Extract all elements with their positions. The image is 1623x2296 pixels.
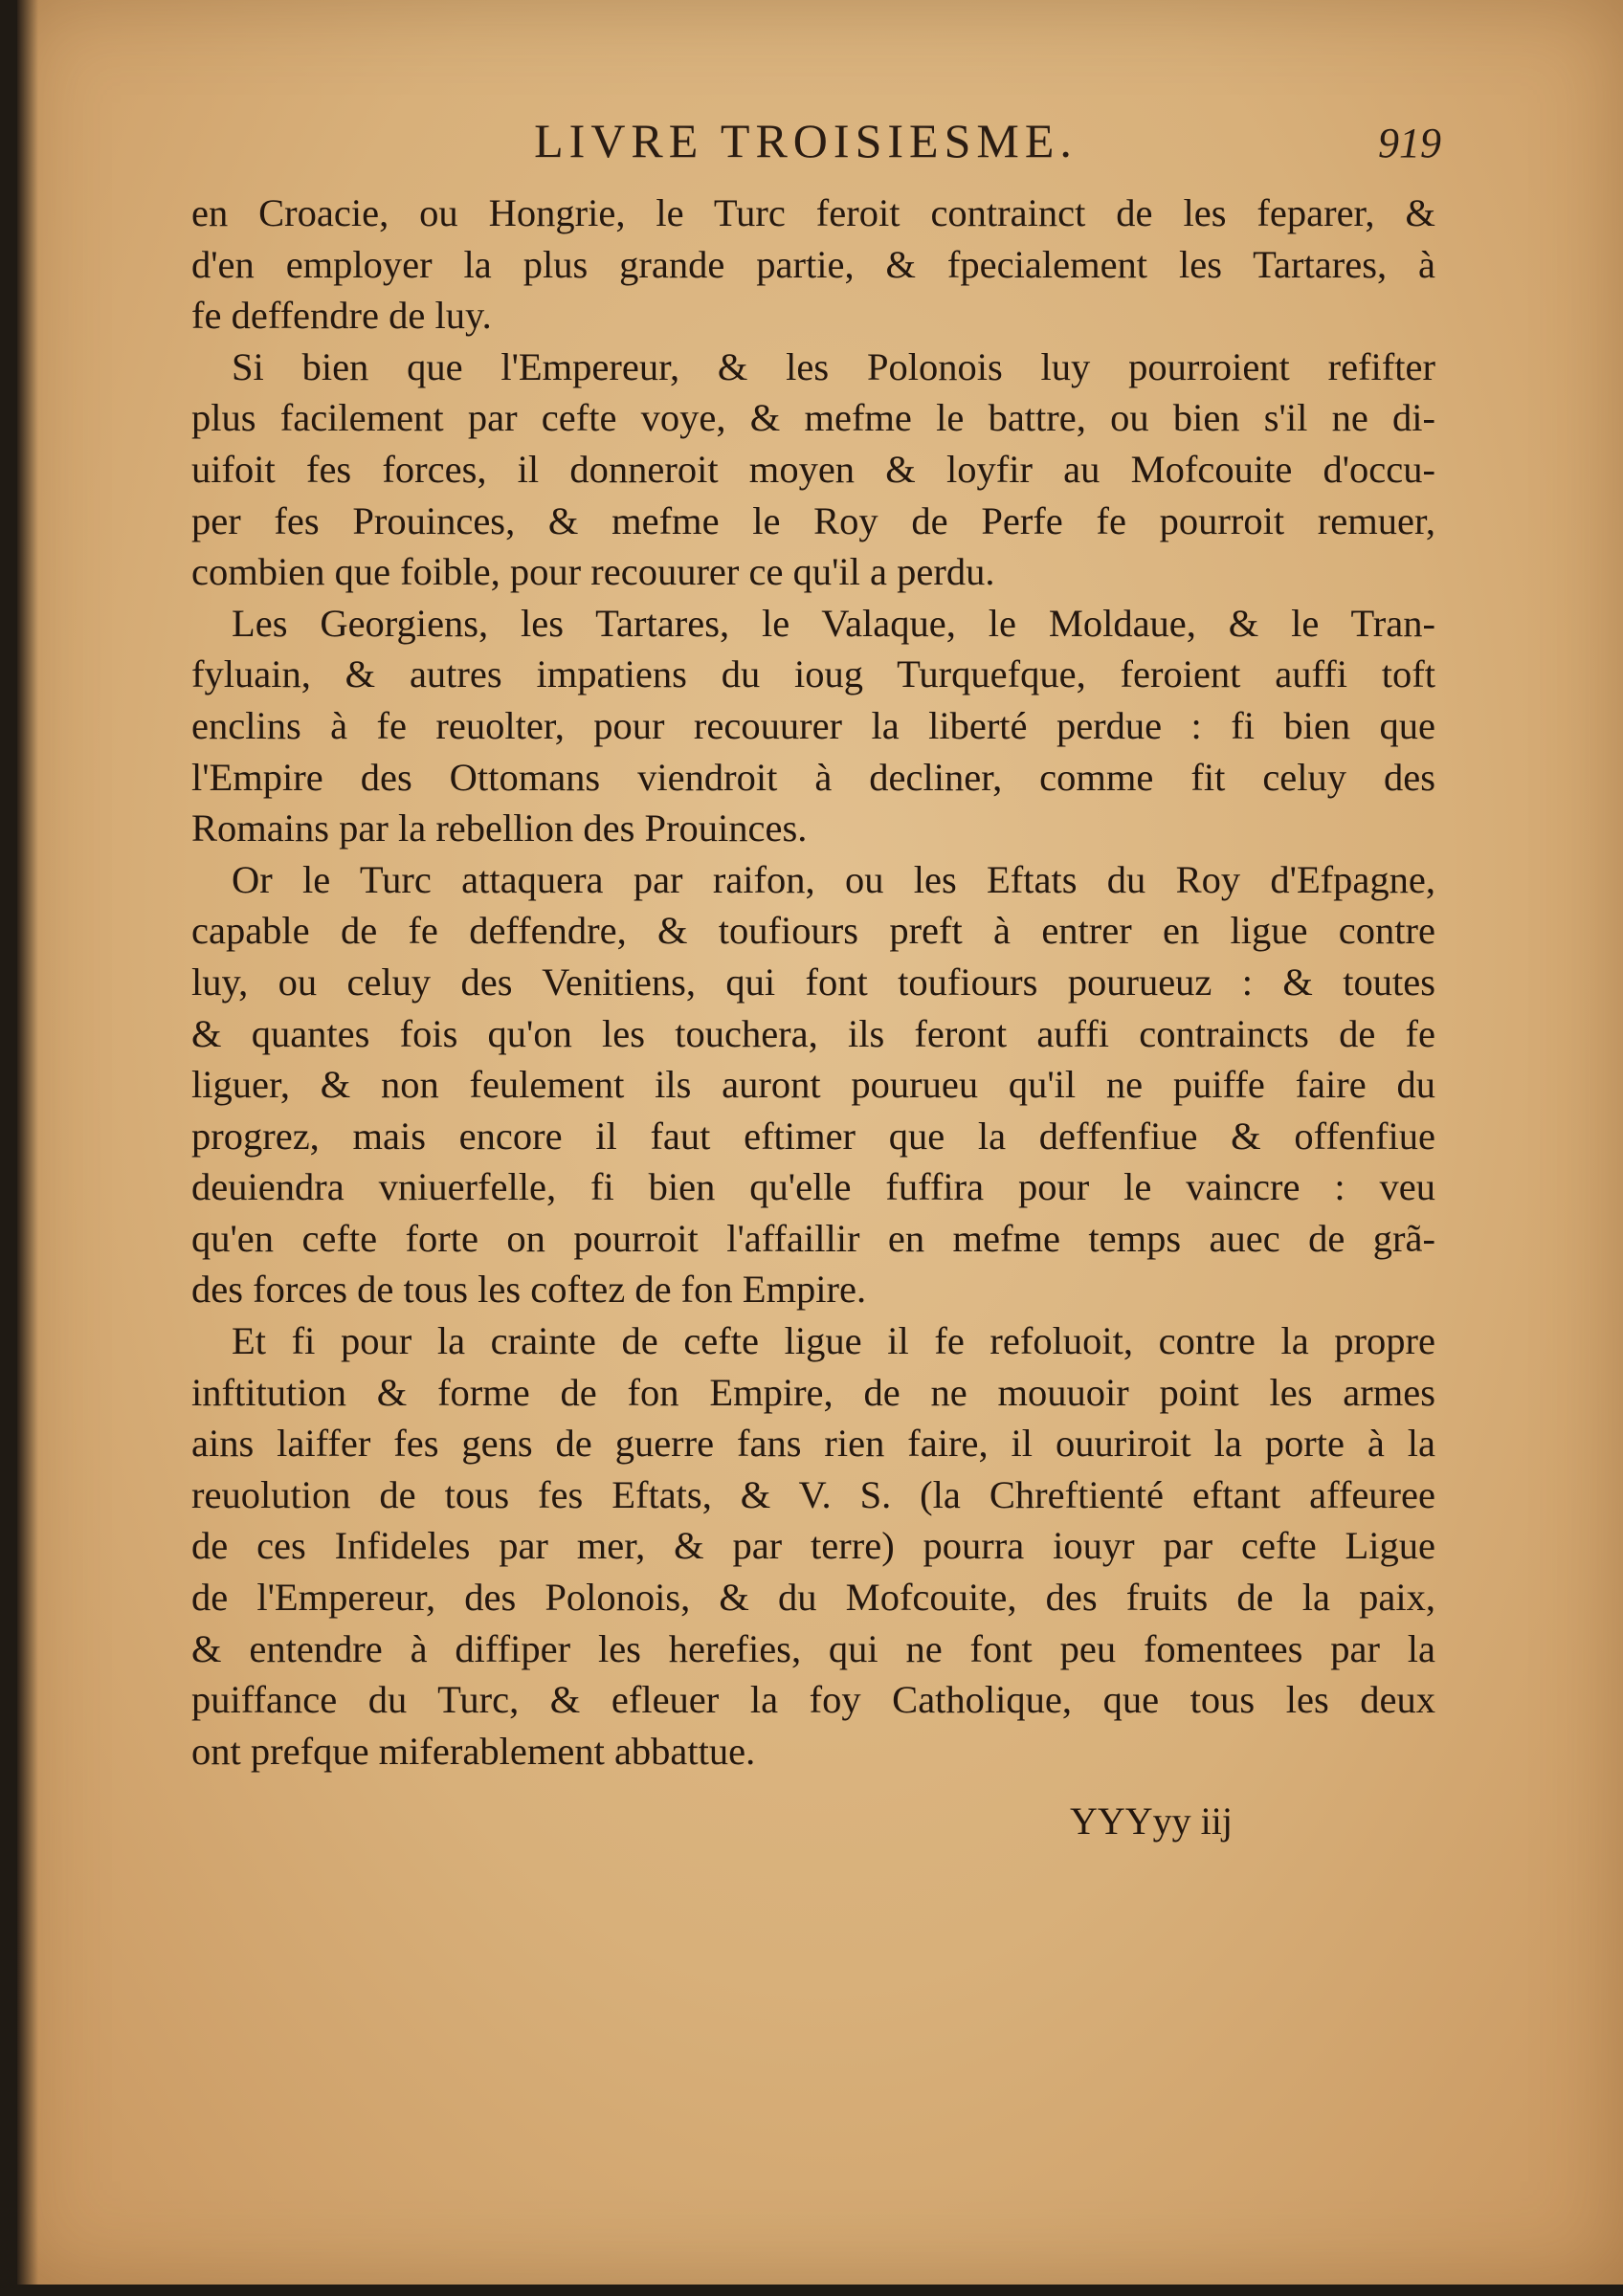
text-line: inftitution & forme de fon Empire, de ne mouuoir point les armes xyxy=(191,1370,1435,1414)
text-line: capable de fe deffendre, & toufiours preft à entrer en ligue contre xyxy=(191,909,1435,953)
text-line: per fes Prouinces, & mefme le Roy de Perfe fe pourroit remuer, xyxy=(191,498,1435,542)
text-line: fyluain, & autres impatiens du ioug Turquefque, feroient auffi toft xyxy=(191,652,1435,696)
text-line: & quantes fois qu'on les touchera, ils feront auffi contraincts de fe xyxy=(191,1011,1435,1055)
text-line: liguer, & non feulement ils auront pourueu qu'il ne puiffe faire du xyxy=(191,1063,1435,1107)
text-line: ont prefque miferablement abbattue. xyxy=(191,1729,756,1773)
text-line: Si bien que l'Empereur, & les Polonois luy pourroient refifter xyxy=(232,344,1435,388)
text-line: l'Empire des Ottomans viendroit à decliner, comme fit celuy des xyxy=(191,755,1435,799)
text-line: luy, ou celuy des Venitiens, qui font toufiours pourueuz : & toutes xyxy=(191,960,1435,1004)
text-line: Romains par la rebellion des Prouinces. xyxy=(191,806,808,850)
book-page xyxy=(17,0,1623,2285)
running-title: LIVRE TROISIESME. xyxy=(534,114,1078,167)
text-line: d'en employer la plus grande partie, & fpecialement les Tartares, à xyxy=(191,242,1435,286)
text-line: combien que foible, pour recouurer ce qu'il a perdu. xyxy=(191,550,995,594)
text-line: Or le Turc attaquera par raifon, ou les Eftats du Roy d'Efpagne, xyxy=(232,857,1435,901)
text-line: ains laiffer fes gens de guerre fans rien faire, il ouuriroit la porte à la xyxy=(191,1422,1435,1466)
body-text xyxy=(191,188,1435,1777)
text-line: qu'en cefte forte on pourroit l'affaillir en mefme temps auec de grã- xyxy=(191,1216,1435,1260)
text-line: plus facilement par cefte voye, & mefme le battre, ou bien s'il ne di- xyxy=(191,396,1435,440)
text-line: puiffance du Turc, & efleuer la foy Catholique, que tous les deux xyxy=(191,1678,1435,1722)
text-line: reuolution de tous fes Eftats, & V. S. (la Chreftienté eftant affeuree xyxy=(191,1472,1435,1516)
text-line: deuiendra vniuerfelle, fi bien qu'elle fuffira pour le vaincre : veu xyxy=(191,1165,1435,1209)
text-line: Les Georgiens, les Tartares, le Valaque, le Moldaue, & le Tran- xyxy=(232,601,1435,645)
text-line: fe deffendre de luy. xyxy=(191,294,492,338)
page-header xyxy=(170,113,1441,170)
text-line: uifoit fes forces, il donneroit moyen & loyfir au Mofcouite d'occu- xyxy=(191,447,1435,491)
page-number: 919 xyxy=(1378,120,1441,166)
text-line: de l'Empereur, des Polonois, & du Mofcouite, des fruits de la paix, xyxy=(191,1576,1435,1620)
text-line: en Croacie, ou Hongrie, le Turc feroit contrainct de les feparer, & xyxy=(191,191,1435,234)
text-line: Et fi pour la crainte de cefte ligue il fe refoluoit, contre la propre xyxy=(232,1319,1435,1363)
text-line: progrez, mais encore il faut eftimer que la deffenfiue & offenfiue xyxy=(191,1114,1435,1158)
signature-mark: YYYyy iij xyxy=(1070,1799,1233,1843)
text-line: & entendre à diffiper les herefies, qui ne font peu fomentees par la xyxy=(191,1626,1435,1670)
text-line: enclins à fe reuolter, pour recouurer la liberté perdue : fi bien que xyxy=(191,703,1435,747)
text-line: des forces de tous les coftez de fon Empire. xyxy=(191,1268,867,1312)
text-line: de ces Infideles par mer, & par terre) pourra iouyr par cefte Ligue xyxy=(191,1524,1435,1568)
